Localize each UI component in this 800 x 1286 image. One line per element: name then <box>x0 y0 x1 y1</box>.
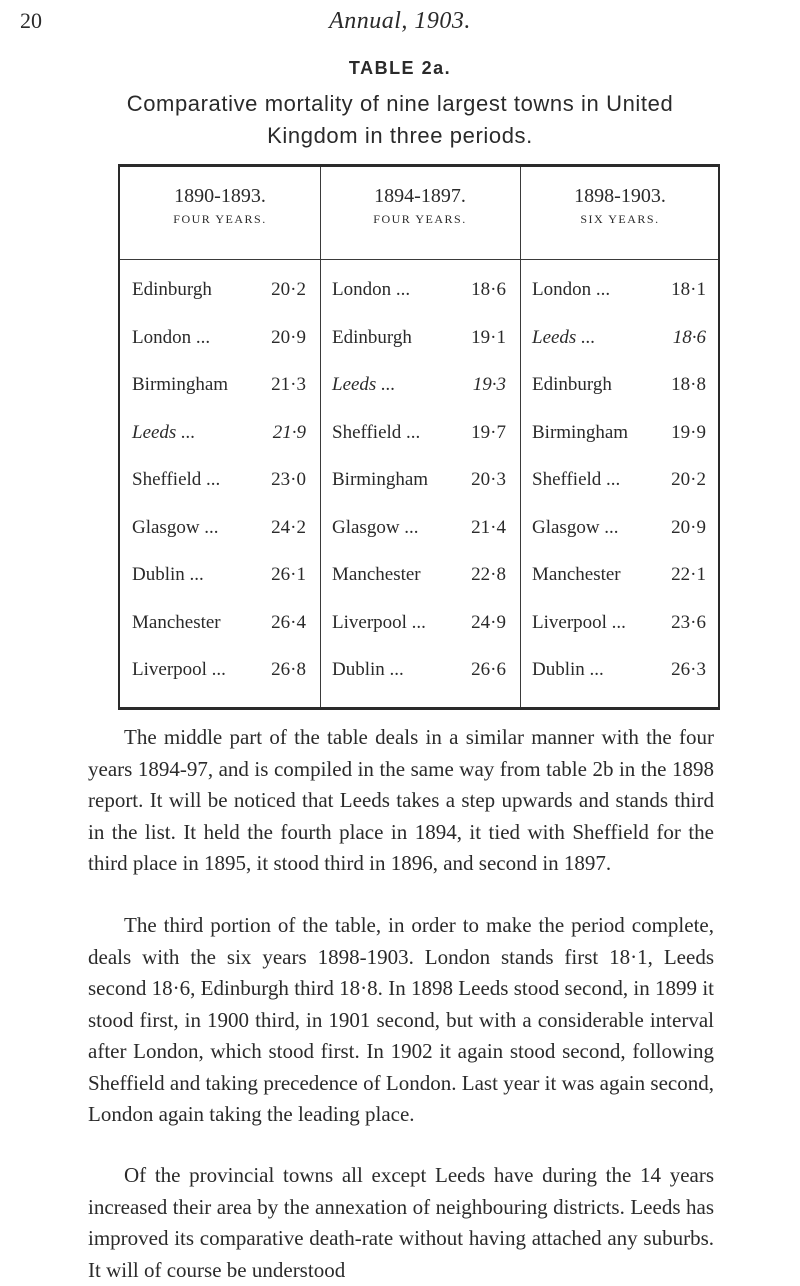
town-name: Glasgow ... <box>532 516 619 538</box>
period-years: 1894-1897. <box>374 185 466 207</box>
running-title: Annual, 1903. <box>329 8 471 34</box>
paragraph-3: Of the provincial towns all except Leeds have during the 14 years increased their area by the annexation of neighbouring districts. Leeds has improved its comparative death-rate without having attached any suburbs. It will of course be understood <box>88 1163 714 1282</box>
period-duration: FOUR YEARS. <box>173 212 267 226</box>
death-rate: 20·9 <box>671 516 706 538</box>
town-name: Birmingham <box>532 421 629 443</box>
death-rate: 23·6 <box>671 611 706 633</box>
period-header <box>520 185 720 227</box>
death-rate: 19·1 <box>471 326 506 348</box>
town-name: Glasgow ... <box>332 516 419 538</box>
column-divider <box>320 167 321 707</box>
town-name: Liverpool ... <box>532 611 626 633</box>
death-rate: 18·6 <box>471 279 506 300</box>
town-name: Edinburgh <box>132 279 212 300</box>
death-rate: 20·2 <box>271 279 306 300</box>
paragraph-1: The middle part of the table deals in a similar manner with the four years 1894-97, and is compiled in the same way from table 2b in the 1898 report. It will be noticed that Leeds takes a step upwards and stands third in the list. It held the fourth place in 1894, it tied with Sheffield for the third place in 1895, it stood third in 1896, and second in 1897. <box>88 725 714 875</box>
period-header <box>120 185 320 227</box>
town-name: Dublin ... <box>332 659 404 680</box>
death-rate: 18·6 <box>672 326 706 348</box>
table-caption: Comparative mortality of nine largest towns in United Kingdom in three periods. <box>126 91 674 148</box>
death-rate: 19·3 <box>472 374 506 395</box>
mortality-table <box>118 164 720 710</box>
death-rate: 26·3 <box>671 659 706 680</box>
column-divider <box>520 167 521 707</box>
running-head <box>20 8 780 48</box>
death-rate: 26·4 <box>271 611 306 633</box>
paragraph-2: The third portion of the table, in order to make the period complete, deals with the six years 1898-1903. London stands first 18·1, Leeds second 18·6, Edinburgh third 18·8. In 1898 Leeds stood second, in 1899 it stood first, in 1900 third, in 1901 second, but with a considerable interval after London, which stood first. In 1902 it again stood second, following Sheffield and taking precedence of London. Last year it was again second, London again taking the leading place. <box>88 913 714 1126</box>
death-rate: 26·8 <box>271 659 306 680</box>
period-header <box>320 185 520 227</box>
town-name: Liverpool ... <box>132 659 226 680</box>
town-name: London ... <box>532 279 611 300</box>
death-rate: 26·6 <box>471 659 506 680</box>
town-name: Leeds ... <box>532 326 596 348</box>
period-years: 1890-1893. <box>174 185 266 207</box>
town-name: Birmingham <box>132 374 229 395</box>
town-name: Glasgow ... <box>132 516 219 538</box>
town-name: Manchester <box>532 564 621 585</box>
town-name: Leeds ... <box>332 374 396 395</box>
town-name: Manchester <box>332 564 421 585</box>
death-rate: 21·4 <box>471 516 506 538</box>
death-rate: 23·0 <box>271 469 306 490</box>
death-rate: 20·3 <box>471 469 506 490</box>
period-duration: SIX YEARS. <box>580 212 660 226</box>
death-rate: 24·2 <box>271 516 306 538</box>
town-name: Birmingham <box>332 469 429 490</box>
town-name: Edinburgh <box>532 374 612 395</box>
town-name: Dublin ... <box>532 659 604 680</box>
death-rate: 21·3 <box>271 374 306 395</box>
town-name: Leeds ... <box>132 421 196 443</box>
death-rate: 19·7 <box>471 421 506 443</box>
death-rate: 18·1 <box>671 279 706 300</box>
town-name: Sheffield ... <box>332 421 421 443</box>
town-name: London ... <box>132 326 211 348</box>
death-rate: 22·1 <box>671 564 706 585</box>
town-name: Sheffield ... <box>132 469 221 490</box>
death-rate: 19·9 <box>671 421 706 443</box>
death-rate: 22·8 <box>471 564 506 585</box>
period-duration: FOUR YEARS. <box>373 212 467 226</box>
table-label: TABLE 2a. <box>348 58 452 78</box>
town-name: Edinburgh <box>332 326 412 348</box>
town-name: Manchester <box>132 611 221 633</box>
town-name: Dublin ... <box>132 564 204 585</box>
period-years: 1898-1903. <box>574 185 666 207</box>
death-rate: 24·9 <box>471 611 506 633</box>
death-rate: 20·9 <box>271 326 306 348</box>
page-number: 20 <box>20 8 42 33</box>
death-rate: 21·9 <box>272 421 306 443</box>
town-name: Liverpool ... <box>332 611 426 633</box>
death-rate: 26·1 <box>271 564 306 585</box>
header-rule <box>120 259 718 260</box>
death-rate: 18·8 <box>671 374 706 395</box>
town-name: London ... <box>332 279 411 300</box>
town-name: Sheffield ... <box>532 469 621 490</box>
death-rate: 20·2 <box>671 469 706 490</box>
